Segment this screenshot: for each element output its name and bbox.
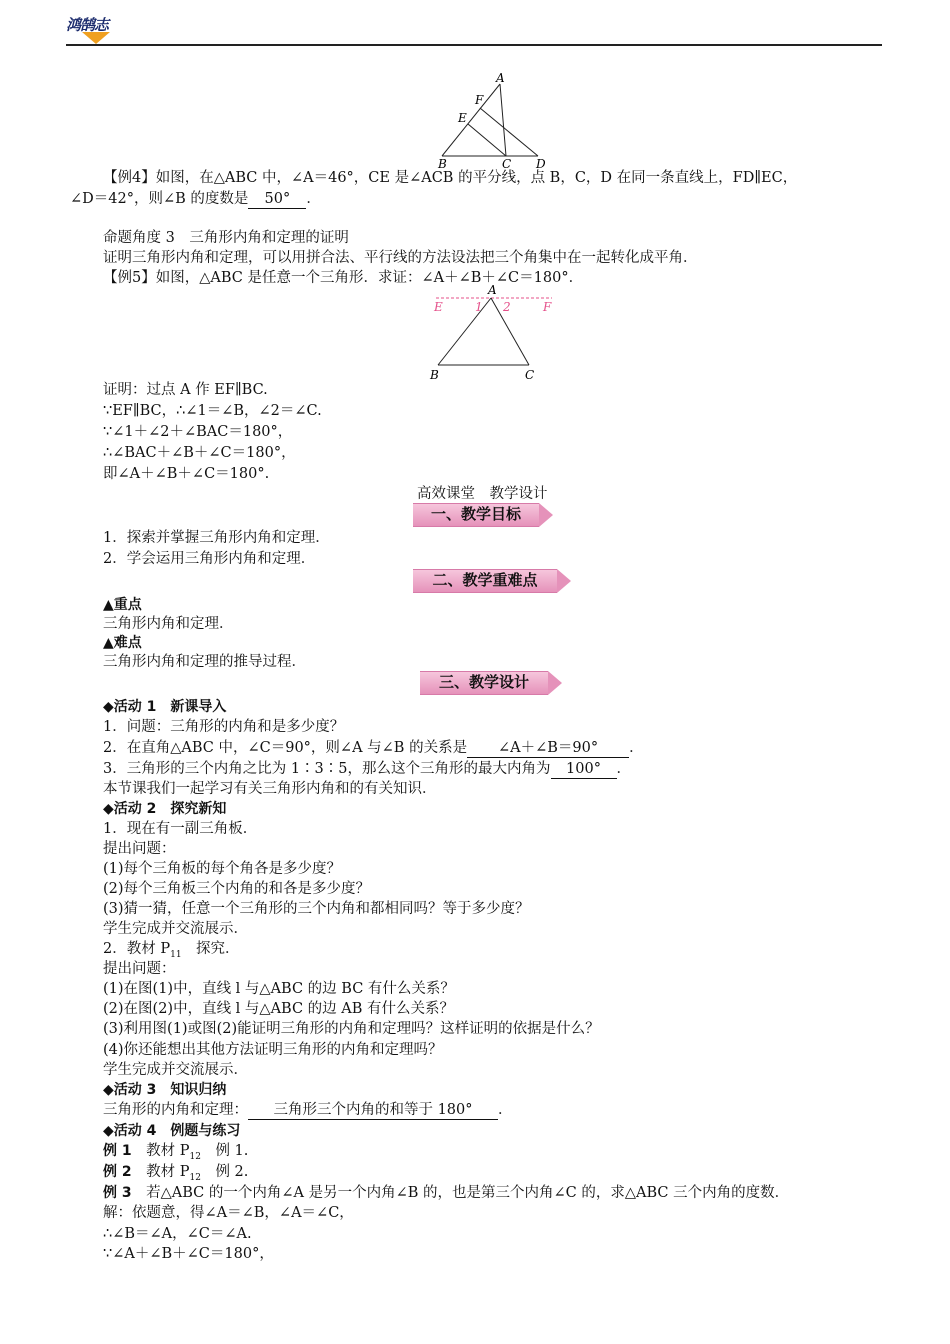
solution-line-3: ∵∠A＋∠B＋∠C＝180°， xyxy=(103,1246,274,1262)
activity-2-line-10: (2)在图(2)中，直线 l 与△ABC 的边 AB 有什么关系？ xyxy=(103,1001,455,1017)
activity-1-q2-text: 2．在直角△ABC 中，∠C＝90°，则∠A 与∠B 的关系是 xyxy=(103,740,468,756)
fig1-label-d: D xyxy=(536,157,546,170)
fig2-label-b: B xyxy=(430,368,439,382)
activity-1-q2 xyxy=(103,738,644,758)
goal-2: 2．学会运用三角形内角和定理． xyxy=(103,551,316,567)
logo-mark xyxy=(82,32,110,44)
fig2-label-1: 1 xyxy=(475,300,483,314)
proof-line-5: 即∠A＋∠B＋∠C＝180°. xyxy=(103,466,270,482)
fig1-label-b: B xyxy=(438,157,447,170)
key-point-text: 三角形内角和定理． xyxy=(103,616,234,632)
banner-key-points-label: 二、教学重难点 xyxy=(432,571,538,589)
figure-example-5 xyxy=(428,283,558,383)
fig1-label-e: E xyxy=(458,111,467,125)
activity-2-line-4: (2)每个三角板三个内角的和各是多少度？ xyxy=(103,881,371,897)
example-2-page: 12 xyxy=(189,1172,201,1183)
fig1-label-c: C xyxy=(502,157,512,170)
publisher-logo xyxy=(66,14,142,44)
activity-2-line-3: (1)每个三角板的每个角各是多少度？ xyxy=(103,861,342,877)
activity-2-line-1: 1．现在有一副三角板． xyxy=(103,821,258,837)
example-3-label: 例 3 xyxy=(103,1185,132,1201)
example-4-question: ∠D＝42°，则∠B 的度数是 xyxy=(70,191,249,207)
difficult-point-text: 三角形内角和定理的推导过程． xyxy=(103,654,306,670)
activity-2-line-11: (3)利用图(1)或图(2)能证明三角形的内角和定理吗？这样证明的依据是什么？ xyxy=(103,1021,600,1037)
activity-3-title: ◆活动 3 知识归纳 xyxy=(103,1082,227,1098)
topic-angle-3-desc: 证明三角形内角和定理，可以用拼合法、平行线的方法设法把三个角集中在一起转化成平角． xyxy=(103,250,698,266)
activity-2-line-7-page: 11 xyxy=(170,949,182,960)
figure-example-4 xyxy=(430,72,560,170)
activity-2-line-9: (1)在图(1)中，直线 l 与△ABC 的边 BC 有什么关系？ xyxy=(103,981,455,997)
proof-line-4: ∴∠BAC＋∠B＋∠C＝180°， xyxy=(103,445,296,461)
banner-teaching-goals-label: 一、教学目标 xyxy=(430,505,521,523)
activity-2-title: ◆活动 2 探究新知 xyxy=(103,801,227,817)
example-2-end: 例 2. xyxy=(200,1164,249,1180)
activity-2-line-7-text: 2．教材 P xyxy=(103,941,171,957)
fig2-label-e: E xyxy=(434,300,443,314)
activity-1-q2-answer: ∠A＋∠B＝90° xyxy=(467,740,629,758)
activity-4-example-3 xyxy=(103,1183,789,1203)
fig2-label-a: A xyxy=(488,283,497,297)
example-4-end: ． xyxy=(306,191,321,207)
fig1-label-f: F xyxy=(475,93,484,107)
banner-teaching-design xyxy=(420,669,562,695)
activity-2-line-8: 提出问题： xyxy=(103,961,176,977)
activity-2-line-6: 学生完成并交流展示． xyxy=(103,921,248,937)
fig2-label-c: C xyxy=(525,368,535,382)
topic-angle-3-title: 命题角度 3 三角形内角和定理的证明 xyxy=(103,230,349,246)
solution-line-2: ∴∠B＝∠A，∠C＝∠A. xyxy=(103,1226,252,1242)
example-1-text: 教材 P xyxy=(131,1143,190,1159)
example-4-line-2 xyxy=(70,189,321,209)
activity-1-q3 xyxy=(103,759,631,779)
solution-line-1: 解：依题意，得∠A＝∠B，∠A＝∠C， xyxy=(103,1205,354,1221)
activity-1-q3-answer: 100° xyxy=(551,761,617,779)
header-rule xyxy=(66,44,882,46)
fig1-label-a: A xyxy=(496,72,505,85)
example-5-statement: 【例5】如图，△ABC 是任意一个三角形．求证：∠A＋∠B＋∠C＝180°． xyxy=(103,270,584,286)
activity-1-q3-text: 3．三角形的三个内角之比为 1∶3∶5，那么这个三角形的最大内角为 xyxy=(103,761,551,777)
example-1-label: 例 1 xyxy=(103,1143,132,1159)
activity-1-intro: 本节课我们一起学习有关三角形内角和的有关知识． xyxy=(103,781,437,797)
activity-1-q3-end: ． xyxy=(616,761,632,777)
example-4-line-1: 【例4】如图，在△ABC 中，∠A＝46°，CE 是∠ACB 的平分线，点 B，C，D 在同一条直线上，FD∥EC， xyxy=(103,170,798,186)
example-3-text: 若△ABC 的一个内角∠A 是另一个内角∠B 的，也是第三个内角∠C 的，求△ABC 三个内角的度数． xyxy=(131,1185,790,1201)
activity-3-theorem-end: ． xyxy=(498,1102,513,1118)
activity-2-line-7-end: 探究． xyxy=(181,941,240,957)
activity-4-title: ◆活动 4 例题与练习 xyxy=(103,1123,241,1139)
difficult-point-label: ▲难点 xyxy=(103,635,142,651)
logo-text: 鸿鹄志 xyxy=(66,16,109,34)
example-1-end: 例 1. xyxy=(200,1143,249,1159)
proof-line-3: ∵∠1＋∠2＋∠BAC＝180°， xyxy=(103,424,293,440)
example-4-answer: 50° xyxy=(248,191,306,209)
activity-3-theorem-answer: 三角形三个内角的和等于 180° xyxy=(248,1102,498,1120)
activity-1-q1: 1．问题：三角形的内角和是多少度？ xyxy=(103,719,345,735)
activity-3-theorem xyxy=(103,1100,513,1120)
section-title: 高效课堂 教学设计 xyxy=(417,486,548,502)
proof-line-1: 证明：过点 A 作 EF∥BC. xyxy=(103,382,268,398)
banner-teaching-design-label: 三、教学设计 xyxy=(438,673,529,691)
activity-2-line-13: 学生完成并交流展示． xyxy=(103,1062,248,1078)
example-2-label: 例 2 xyxy=(103,1164,132,1180)
example-1-page: 12 xyxy=(189,1151,201,1162)
banner-teaching-goals xyxy=(413,501,553,527)
fig2-label-2: 2 xyxy=(503,300,511,314)
activity-2-line-5: (3)猜一猜，任意一个三角形的三个内角和都相同吗？等于多少度？ xyxy=(103,901,530,917)
activity-2-line-12: (4)你还能想出其他方法证明三角形的内角和定理吗？ xyxy=(103,1042,443,1058)
example-2-text: 教材 P xyxy=(131,1164,190,1180)
key-point-label: ▲重点 xyxy=(103,597,142,613)
activity-1-q2-end: ． xyxy=(629,740,644,756)
proof-line-2: ∵EF∥BC，∴∠1＝∠B，∠2＝∠C. xyxy=(103,403,322,419)
activity-2-line-2: 提出问题： xyxy=(103,841,176,857)
activity-1-title: ◆活动 1 新课导入 xyxy=(103,699,227,715)
goal-1: 1．探索并掌握三角形内角和定理． xyxy=(103,530,330,546)
banner-key-points xyxy=(413,567,571,593)
fig2-label-f: F xyxy=(543,300,552,314)
activity-3-theorem-label: 三角形的内角和定理： xyxy=(103,1102,248,1118)
